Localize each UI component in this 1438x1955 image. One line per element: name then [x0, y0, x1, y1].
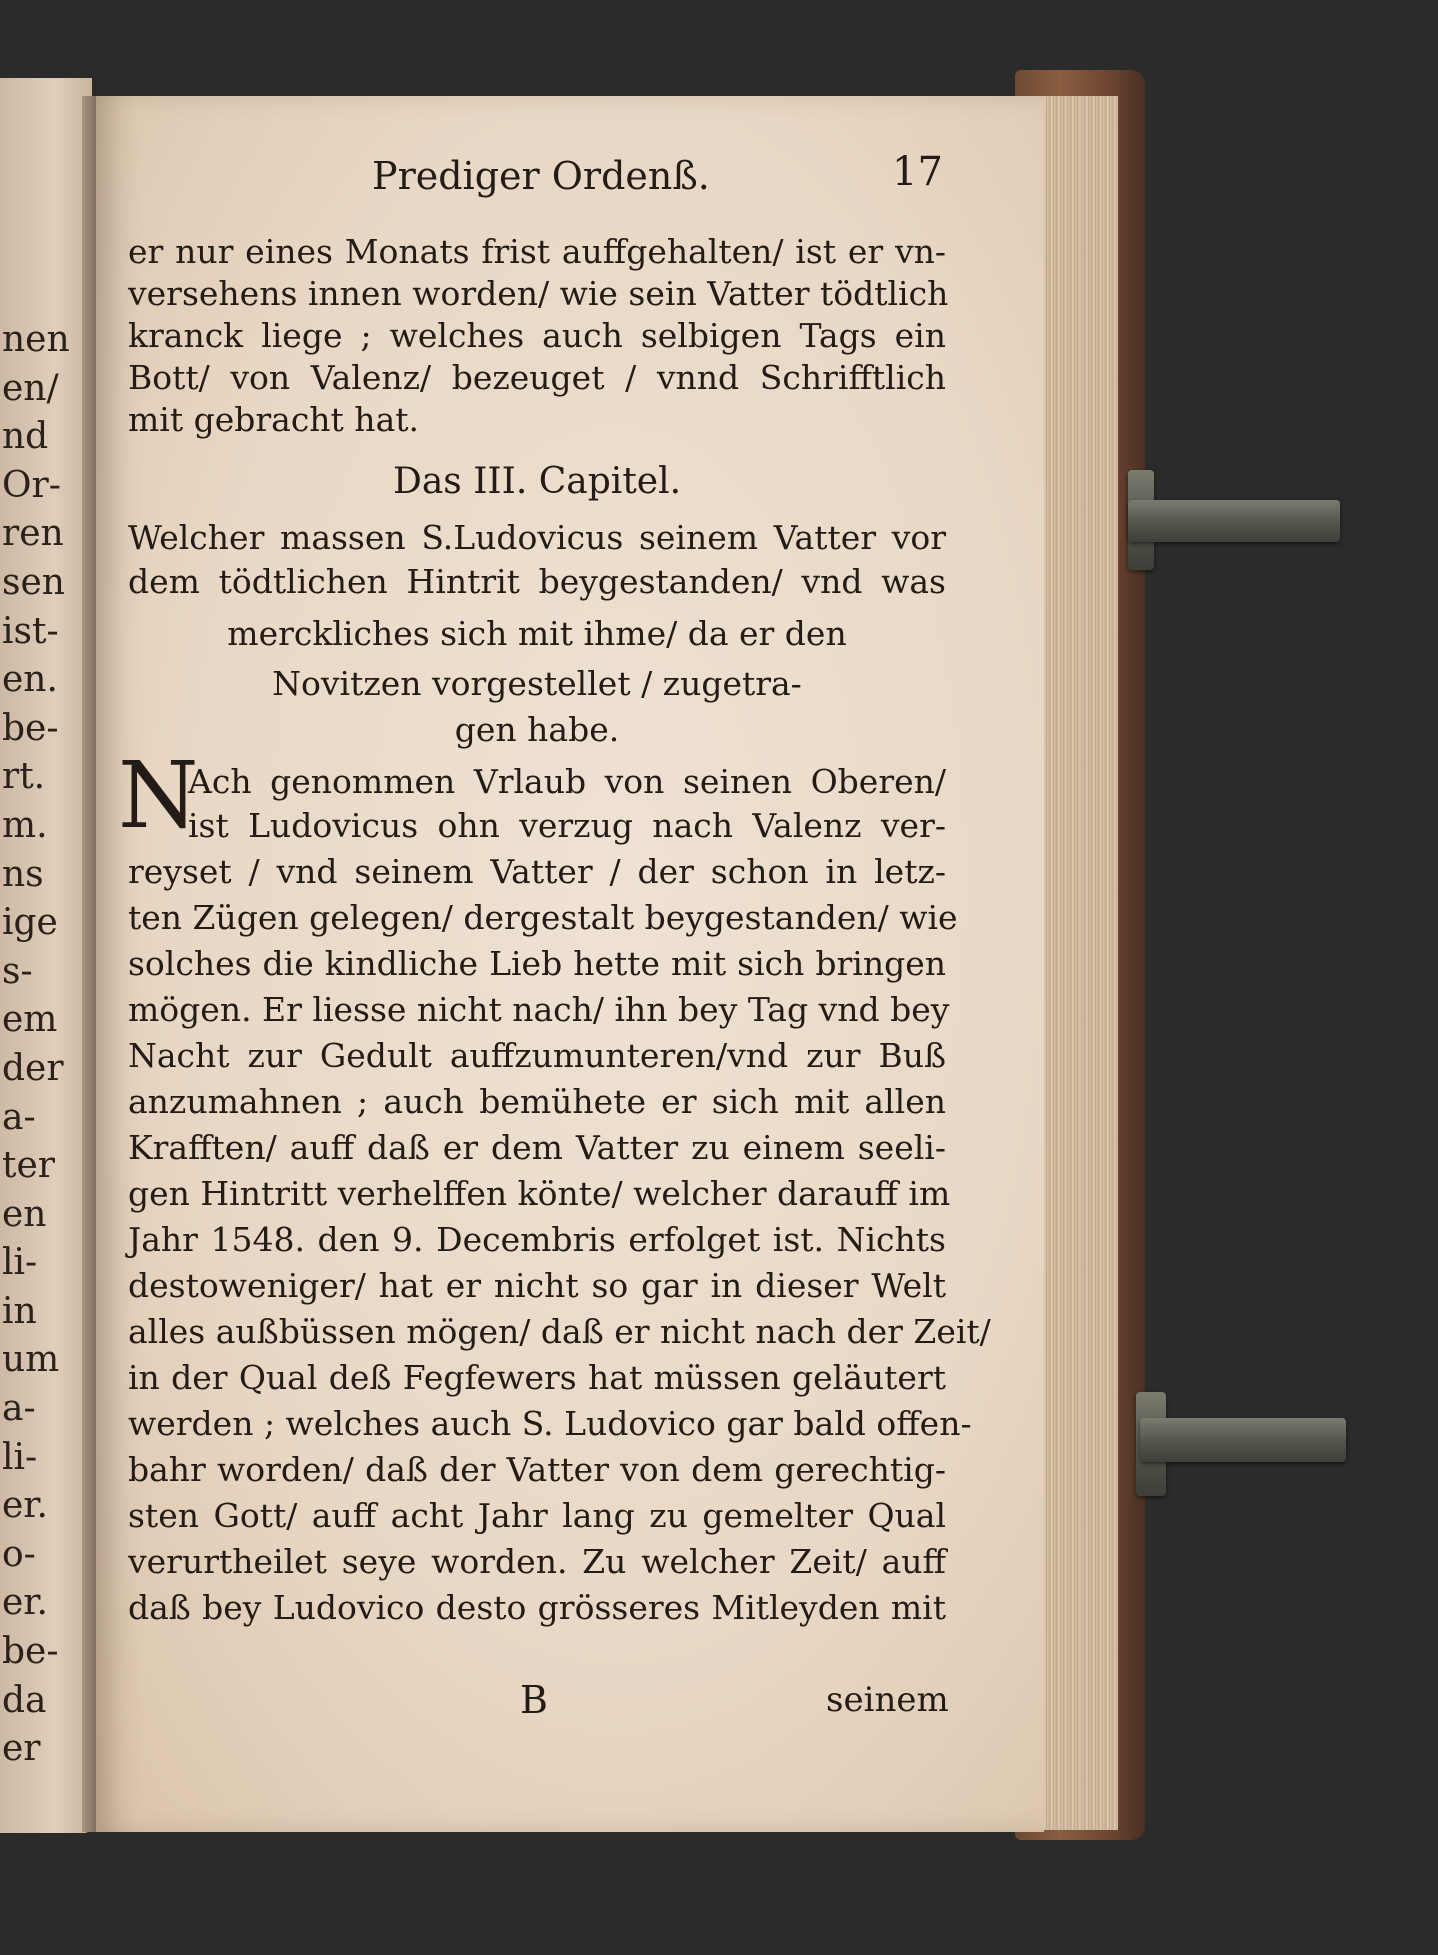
left-page-fragment: da	[2, 1679, 47, 1721]
text-line: destoweniger/ hat er nicht so gar in dieser Welt	[128, 1266, 946, 1305]
left-page-fragment: a-	[2, 1388, 36, 1430]
text-line: ist Ludovicus ohn verzug nach Valenz ver-	[188, 806, 946, 845]
left-page-fragment: ns	[2, 853, 44, 895]
left-page-fragment: be-	[2, 1631, 59, 1673]
chapter-summary-line: dem tödtlichen Hintrit beygestanden/ vnd was	[128, 562, 946, 601]
text-line: in der Qual deß Fegfewers hat müssen geläutert	[128, 1358, 946, 1397]
left-page-fragment: nd	[2, 416, 49, 458]
left-page-fragment: li-	[2, 1436, 38, 1478]
text-line: sten Gott/ auff acht Jahr lang zu gemelter Qual	[128, 1496, 946, 1535]
left-page-fragment: em	[2, 999, 58, 1041]
text-line: gen Hintritt verhelffen könte/ welcher darauff im	[128, 1174, 951, 1213]
text-line: Krafften/ auff daß er dem Vatter zu einem seeli-	[128, 1128, 946, 1167]
chapter-summary-line: gen habe.	[454, 710, 620, 749]
left-page-fragment: ter	[2, 1145, 55, 1187]
text-line: bahr worden/ daß der Vatter von dem gerechtig-	[128, 1450, 946, 1489]
text-line: solches die kindliche Lieb hette mit sich bringen	[128, 944, 946, 983]
text-line: er nur eines Monats frist auffgehalten/ ist er vn-	[128, 232, 946, 271]
chapter-heading: Das III. Capitel.	[392, 461, 682, 502]
chapter-summary-line: Welcher massen S.Ludovicus seinem Vatter vor	[128, 518, 946, 557]
left-page-fragment: o-	[2, 1533, 36, 1575]
lower-clasp	[1140, 1418, 1346, 1462]
text-line: daß bey Ludovico desto grösseres Mitleyden mit	[128, 1588, 946, 1627]
left-page-fragment: nen	[2, 319, 70, 360]
page-edges	[1040, 96, 1118, 1830]
running-head: Prediger Ordenß.	[372, 154, 710, 198]
drop-cap-initial: N	[118, 742, 199, 849]
left-page-fragment: in	[2, 1290, 37, 1332]
left-page-fragment: ige	[2, 902, 58, 944]
text-line: Jahr 1548. den 9. Decembris erfolget ist. Nichts	[128, 1220, 946, 1259]
text-line: mit gebracht hat.	[128, 400, 419, 439]
text-line: verurtheilet seye worden. Zu welcher Zeit/ auff	[128, 1542, 946, 1581]
left-page-fragment: er.	[2, 1485, 49, 1527]
text-line: ten Zügen gelegen/ dergestalt beygestanden/ wie	[128, 898, 958, 937]
text-line: mögen. Er liesse nicht nach/ ihn bey Tag vnd bey	[128, 990, 950, 1029]
left-page-fragment: s-	[2, 950, 33, 992]
chapter-summary-line: merckliches sich mit ihme/ da er den	[227, 614, 847, 653]
text-line: anzumahnen ; auch bemühete er sich mit allen	[128, 1082, 946, 1121]
left-page-fragment: Or-	[2, 464, 61, 506]
left-page-fragment: der	[2, 1047, 64, 1089]
text-line: Nacht zur Gedult auffzumunteren/vnd zur Buß	[128, 1036, 946, 1075]
catchword: seinem	[826, 1680, 949, 1720]
text-line: kranck liege ; welches auch selbigen Tags ein	[128, 316, 946, 355]
left-page-fragment: en/	[2, 367, 59, 409]
left-page-edge	[0, 78, 92, 1833]
text-line: Ach genommen Vrlaub von seinen Oberen/	[188, 762, 946, 801]
left-page-text-fragments	[0, 316, 92, 1774]
left-page-fragment: er	[2, 1728, 41, 1770]
text-line: versehens innen worden/ wie sein Vatter tödtlich	[128, 274, 949, 313]
left-page-fragment: rt.	[2, 756, 46, 798]
left-page-fragment: er.	[2, 1582, 49, 1624]
text-line: Bott/ von Valenz/ bezeuget / vnnd Schrifftlich	[128, 358, 946, 397]
left-page-fragment: be-	[2, 707, 59, 749]
chapter-summary-line: Novitzen vorgestellet / zugetra-	[272, 664, 802, 703]
upper-clasp	[1128, 500, 1340, 542]
signature-mark: B	[520, 1678, 548, 1722]
left-page-fragment: li-	[2, 1242, 38, 1284]
left-page-fragment: en.	[2, 659, 58, 701]
text-line: reyset / vnd seinem Vatter / der schon in letz-	[128, 852, 946, 891]
left-page-fragment: um	[2, 1339, 60, 1381]
text-line: alles außbüssen mögen/ daß er nicht nach der Zeit/	[128, 1312, 991, 1351]
page-number: 17	[892, 149, 943, 195]
left-page-fragment: ren	[2, 513, 64, 555]
left-page-fragment: m.	[2, 804, 48, 846]
left-page-fragment: ist-	[2, 610, 59, 652]
left-page-fragment: en	[2, 1193, 47, 1235]
left-page-fragment: sen	[2, 561, 65, 603]
text-line: werden ; welches auch S. Ludovico gar bald offen-	[128, 1404, 972, 1443]
left-page-fragment: a-	[2, 1096, 36, 1138]
